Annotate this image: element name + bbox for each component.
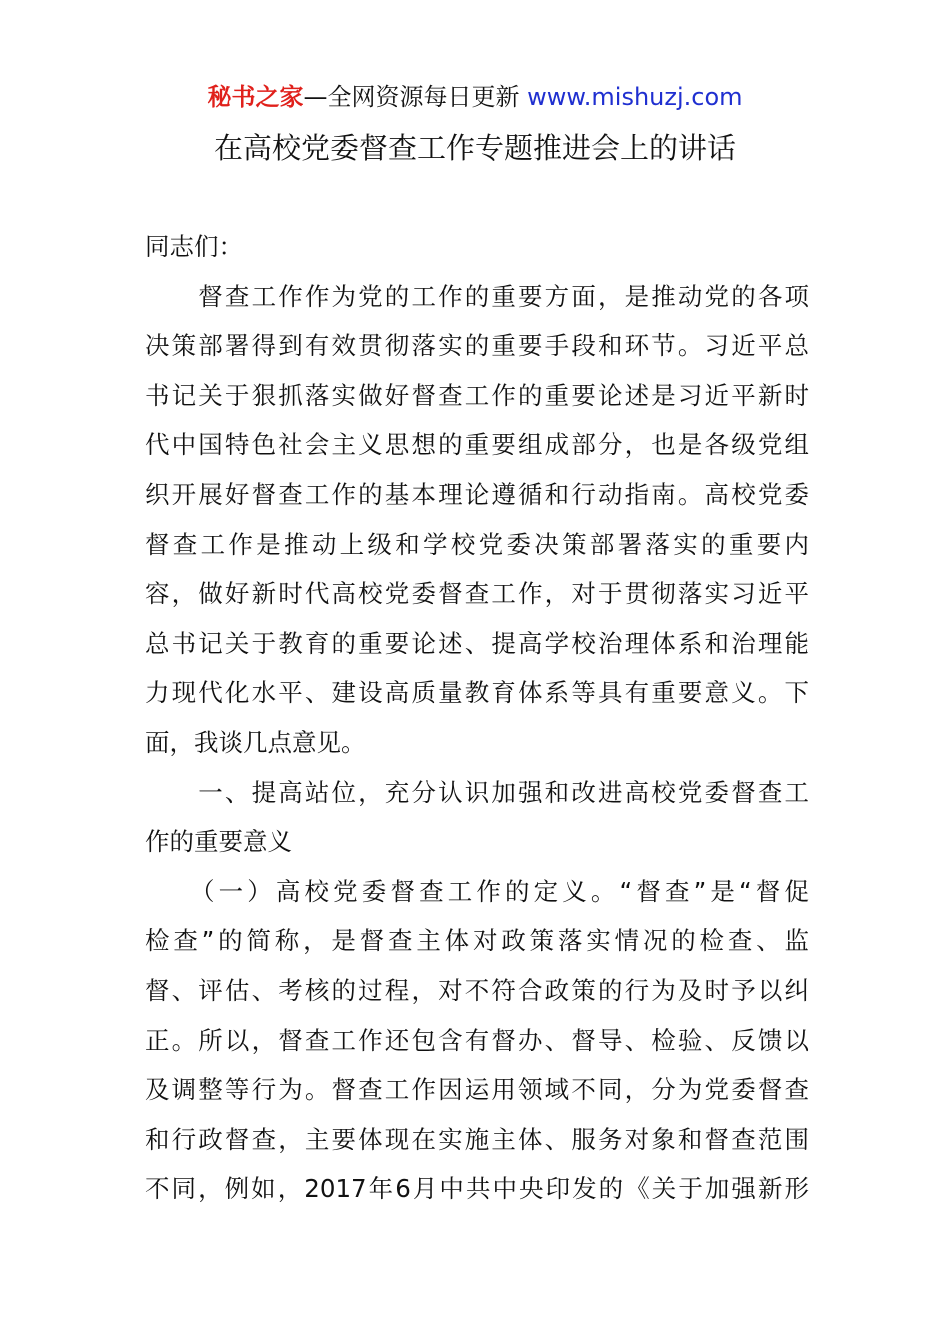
body-line: 及调整等行为。督查工作因运用领域不同，分为党委督查	[145, 1075, 809, 1105]
body-line: 力现代化水平、建设高质量教育体系等具有重要意义。下	[145, 678, 809, 708]
document-body	[145, 222, 809, 1214]
body-line: 检查”的简称，是督查主体对政策落实情况的检查、监	[145, 926, 809, 956]
body-line: 正。所以，督查工作还包含有督办、督导、检验、反馈以	[145, 1025, 809, 1055]
body-line: 面，我谈几点意见。	[145, 727, 366, 757]
section-heading-line: 作的重要意义	[145, 827, 292, 857]
body-line: 书记关于狠抓落实做好督查工作的重要论述是习近平新时	[145, 380, 809, 410]
body-line: 总书记关于教育的重要论述、提高学校治理体系和治理能	[145, 628, 809, 658]
body-line: 容，做好新时代高校党委督查工作，对于贯彻落实习近平	[145, 579, 809, 609]
body-line: 不同，例如，2017年6月中共中央印发的《关于加强新形	[145, 1174, 809, 1204]
header-tagline: —全网资源每日更新	[303, 83, 528, 111]
body-line: 督查工作是推动上级和学校党委决策部署落实的重要内	[145, 529, 809, 559]
body-line: 督、评估、考核的过程，对不符合政策的行为及时予以纠	[145, 975, 809, 1005]
body-line: 决策部署得到有效贯彻落实的重要手段和环节。习近平总	[145, 331, 809, 361]
salutation-line: 同志们：	[145, 232, 243, 261]
body-line: 督查工作作为党的工作的重要方面，是推动党的各项	[145, 281, 809, 311]
body-line: 和行政督查，主要体现在实施主体、服务对象和督查范围	[145, 1124, 809, 1154]
site-link[interactable]: www.mishuzj.com	[527, 83, 743, 111]
brand-name: 秘书之家	[207, 83, 304, 111]
body-line: 代中国特色社会主义思想的重要组成部分，也是各级党组	[145, 430, 809, 460]
body-line: 织开展好督查工作的基本理论遵循和行动指南。高校党委	[145, 479, 809, 509]
section-heading-line: 一、提高站位，充分认识加强和改进高校党委督查工	[145, 777, 809, 807]
site-header	[0, 80, 950, 114]
document-title: 在高校党委督查工作专题推进会上的讲话	[213, 131, 736, 165]
body-line: （一）高校党委督查工作的定义。“督查”是“督促	[145, 876, 809, 906]
